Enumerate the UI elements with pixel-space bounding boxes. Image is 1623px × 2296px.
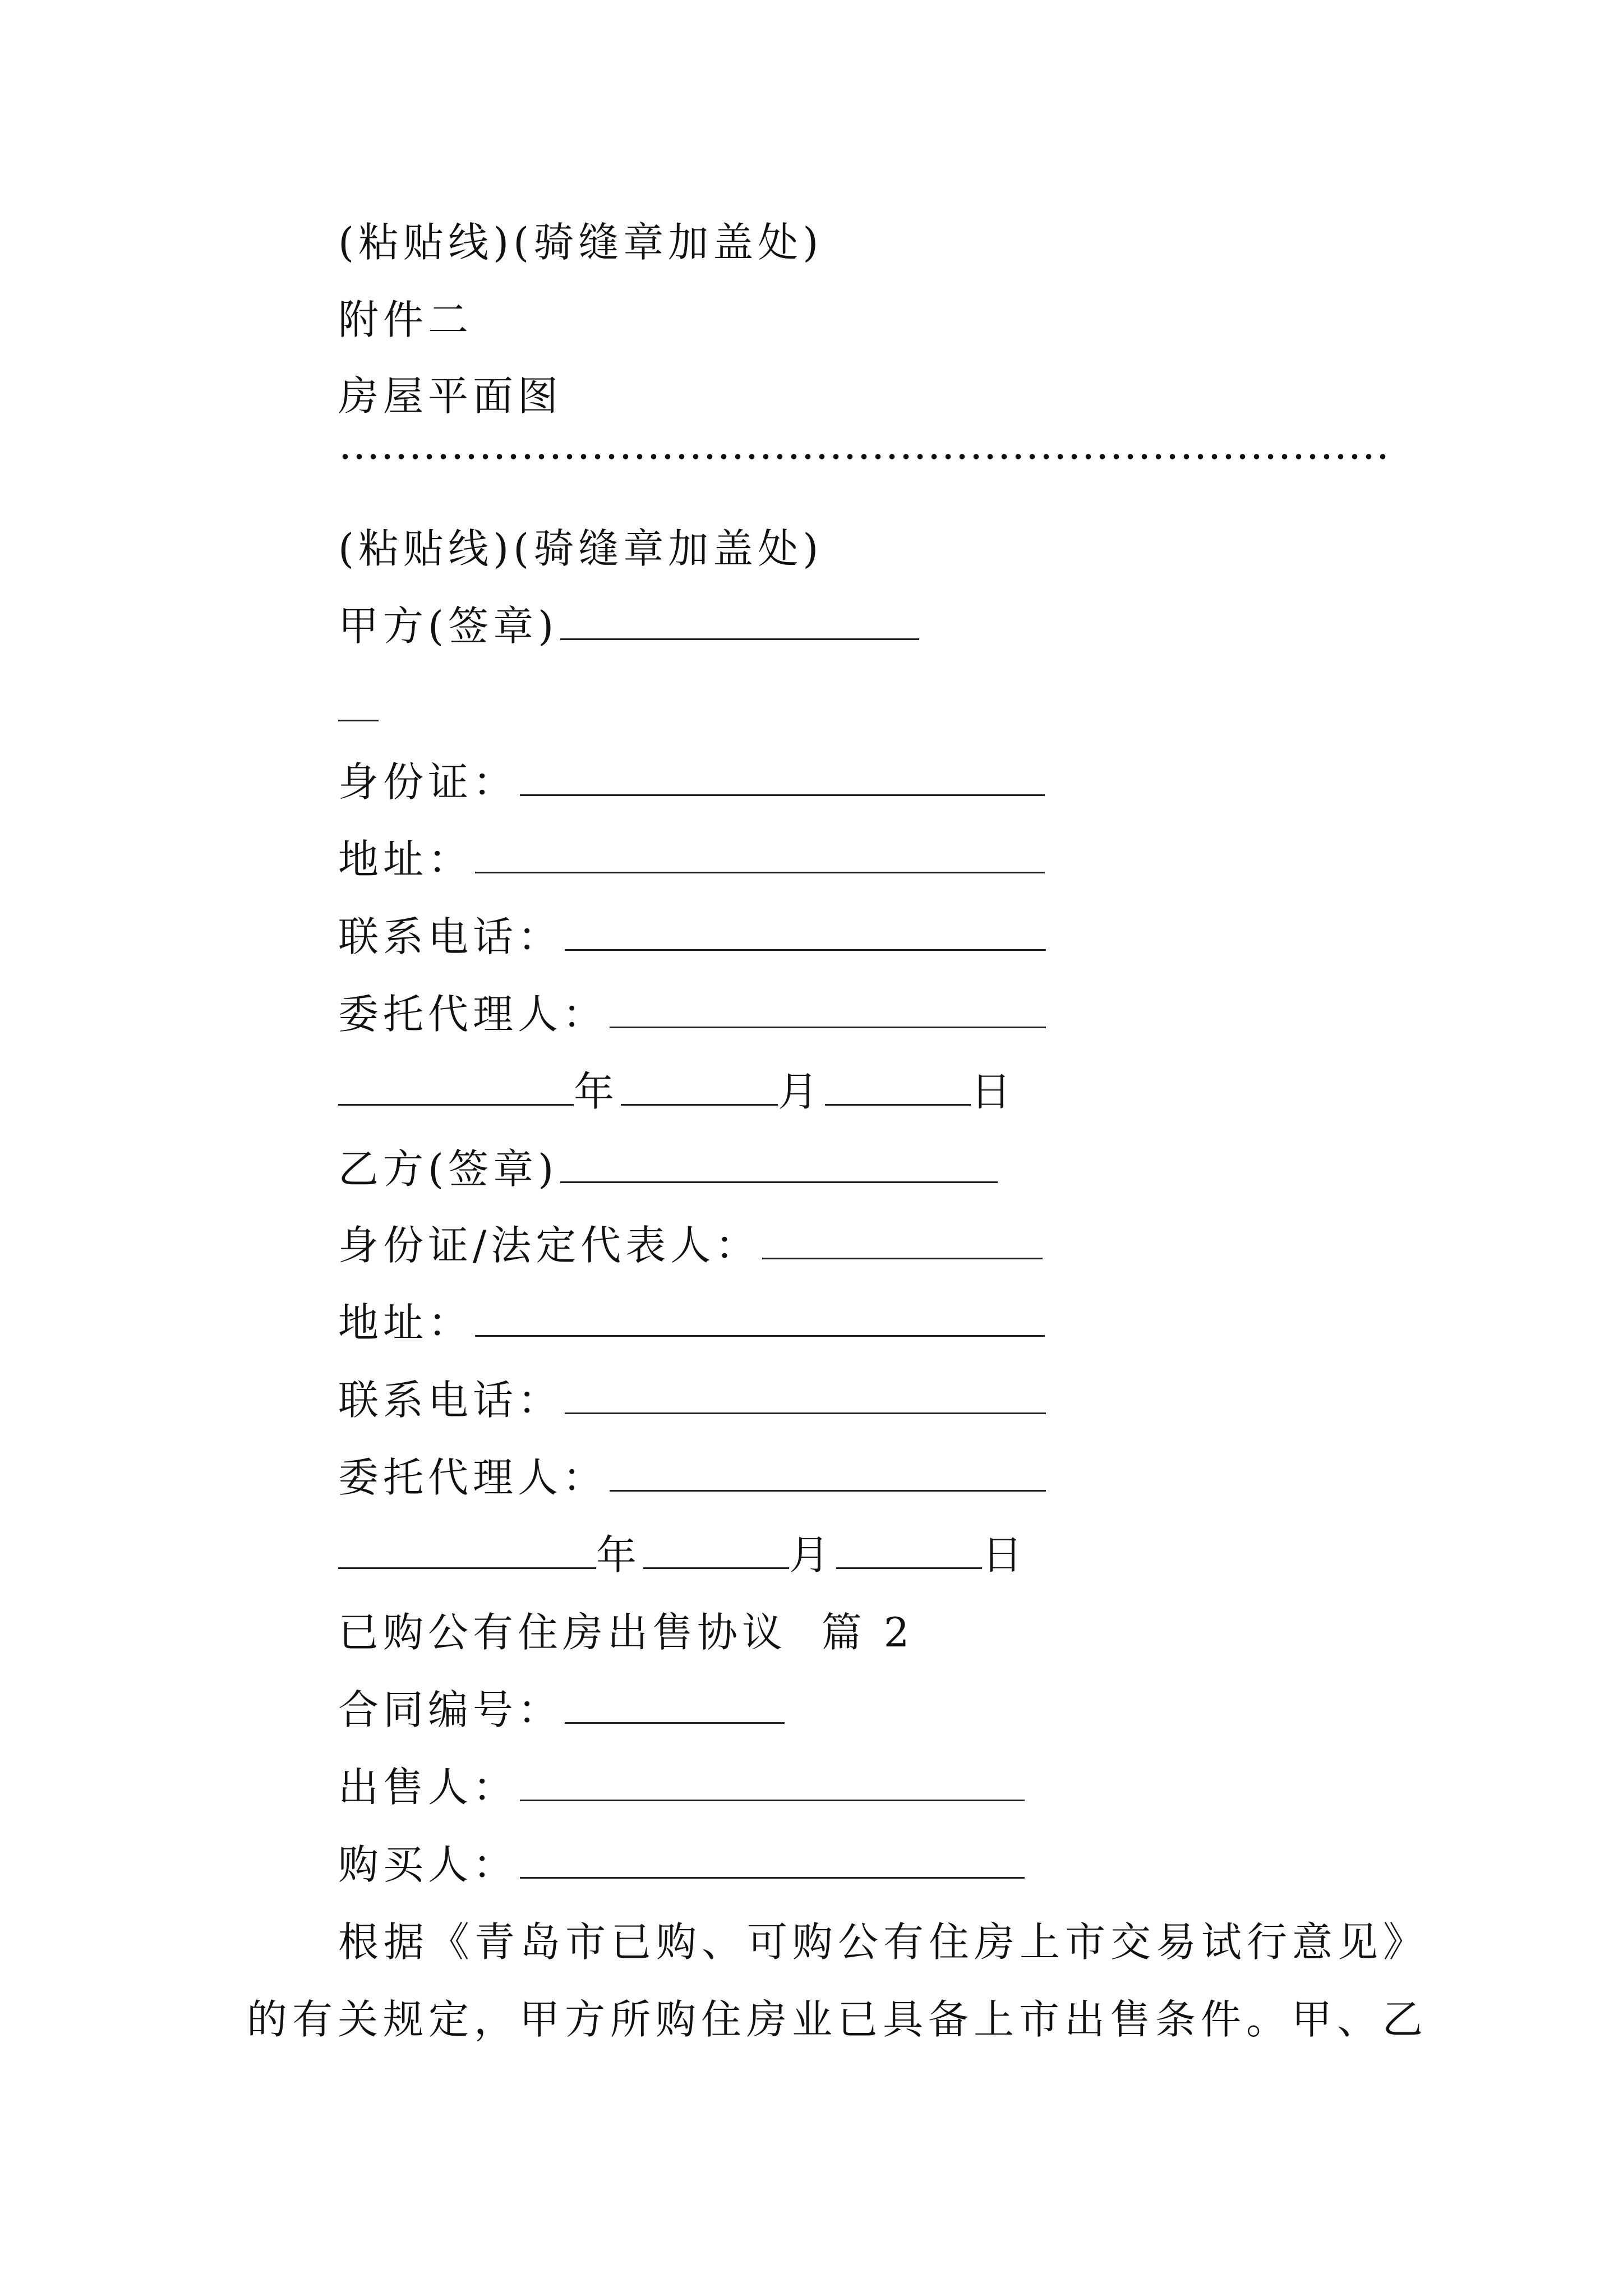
party-b-phone-row — [338, 1373, 1046, 1427]
party-b-day-blank[interactable] — [836, 1533, 982, 1569]
party-b-address-label: 地址： — [338, 1299, 473, 1346]
party-b-month-blank[interactable] — [643, 1533, 789, 1569]
party-a-month-blank[interactable] — [621, 1069, 778, 1106]
party-a-id-label: 身份证： — [338, 758, 518, 806]
seller-row — [338, 1760, 1025, 1814]
body-paragraph-line-1: 根据《青岛市已购、可购公有住房上市交易试行意见》 — [338, 1918, 1429, 1966]
party-b-signature-blank[interactable] — [560, 1147, 998, 1183]
party-a-year-label: 年 — [574, 1068, 619, 1115]
contract-number-row — [338, 1683, 785, 1737]
party-a-phone-blank[interactable] — [565, 914, 1046, 951]
party-a-phone-row — [338, 910, 1046, 964]
party-a-day-blank[interactable] — [825, 1069, 971, 1106]
party-b-phone-blank[interactable] — [565, 1378, 1046, 1414]
attachment-heading: 附件二 — [338, 296, 473, 343]
contract-number-blank[interactable] — [565, 1687, 785, 1724]
party-b-id-blank[interactable] — [762, 1223, 1043, 1259]
paste-line-label: (粘贴线)(骑缝章加盖处) — [338, 219, 823, 266]
party-b-address-blank[interactable] — [475, 1300, 1045, 1337]
party-b-agent-row — [338, 1451, 1046, 1504]
party-a-day-label: 日 — [971, 1068, 1016, 1115]
body-paragraph-line-2: 的有关规定，甲方所购住房业已具备上市出售条件。甲、乙 — [247, 1996, 1428, 2043]
party-a-agent-label: 委托代理人： — [338, 991, 608, 1038]
party-b-day-label: 日 — [982, 1531, 1027, 1579]
party-a-id-blank[interactable] — [520, 760, 1045, 796]
party-b-phone-label: 联系电话： — [338, 1377, 563, 1424]
paste-line-label-2: (粘贴线)(骑缝章加盖处) — [338, 525, 823, 572]
party-b-date-row — [338, 1528, 1027, 1582]
party-a-signature-blank[interactable] — [560, 604, 919, 640]
party-a-year-blank[interactable] — [338, 1069, 574, 1106]
buyer-blank[interactable] — [520, 1842, 1025, 1879]
seller-label: 出售人： — [338, 1764, 518, 1811]
contract-number-label: 合同编号： — [338, 1686, 563, 1733]
floor-plan-title: 房屋平面图 — [338, 372, 563, 420]
buyer-row — [338, 1838, 1025, 1892]
party-a-address-row — [338, 832, 1045, 886]
party-a-signature-row — [338, 599, 919, 653]
section-title: 已购公有住房出售协议 篇 2 — [338, 1609, 914, 1656]
buyer-label: 购买人： — [338, 1841, 518, 1888]
party-a-address-label: 地址： — [338, 836, 473, 883]
party-a-date-row — [338, 1065, 1016, 1119]
party-b-year-label: 年 — [596, 1531, 642, 1579]
party-b-agent-blank[interactable] — [610, 1455, 1046, 1492]
party-b-address-row — [338, 1296, 1045, 1350]
party-a-signature-label: 甲方(签章) — [338, 602, 559, 650]
party-b-agent-label: 委托代理人： — [338, 1454, 608, 1501]
party-a-id-row — [338, 755, 1045, 809]
party-a-phone-label: 联系电话： — [338, 913, 563, 960]
party-b-year-blank[interactable] — [338, 1533, 596, 1569]
party-b-signature-label: 乙方(签章) — [338, 1145, 559, 1193]
party-a-agent-blank[interactable] — [610, 992, 1046, 1028]
party-b-month-label: 月 — [789, 1531, 834, 1579]
party-a-agent-row — [338, 987, 1046, 1041]
continuation-dash — [338, 720, 379, 721]
dotted-separator — [338, 451, 1393, 462]
party-b-id-row — [338, 1218, 1043, 1272]
party-a-address-blank[interactable] — [475, 837, 1045, 873]
party-a-month-label: 月 — [778, 1068, 823, 1115]
party-b-id-label: 身份证/法定代表人： — [338, 1222, 760, 1269]
seller-blank[interactable] — [520, 1765, 1025, 1801]
party-b-signature-row — [338, 1142, 998, 1196]
